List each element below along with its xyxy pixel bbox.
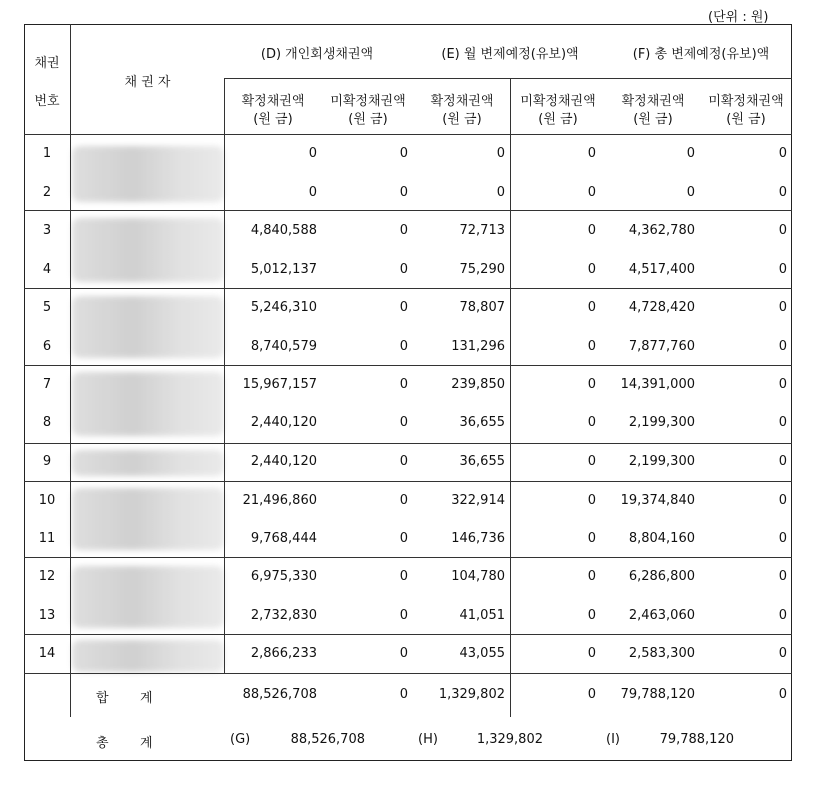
cell-f-unconfirmed: 0 (778, 262, 787, 277)
cell-f-unconfirmed: 0 (778, 415, 787, 430)
redacted-creditor-names (72, 566, 224, 628)
header-f-unconfirmed-principal: (원 금) (726, 112, 766, 127)
divider-header-bottom (24, 134, 792, 135)
redacted-creditor-names (72, 296, 224, 358)
redacted-creditor-names (72, 146, 224, 202)
cell-f-confirmed: 2,583,300 (628, 646, 695, 661)
cell-d-confirmed: 21,496,860 (242, 493, 317, 508)
cell-d-unconfirmed: 0 (399, 454, 408, 469)
cell-f-unconfirmed: 0 (778, 608, 787, 623)
redacted-creditor-names (72, 488, 224, 550)
cell-d-unconfirmed: 0 (399, 185, 408, 200)
total-g-value: 88,526,708 (290, 732, 365, 747)
divider-group (24, 634, 224, 635)
cell-f-unconfirmed: 0 (778, 185, 787, 200)
row-number: 3 (42, 223, 52, 238)
header-d-confirmed-principal: (원 금) (253, 112, 293, 127)
cell-f-unconfirmed: 0 (778, 300, 787, 315)
row-number: 13 (38, 608, 56, 623)
header-d-unconfirmed: 미확정채권액 (330, 94, 406, 109)
divider-group (224, 481, 792, 482)
row-number: 9 (42, 454, 52, 469)
redacted-creditor-names (72, 640, 224, 672)
cell-e-confirmed: 36,655 (459, 454, 505, 469)
cell-f-confirmed: 4,517,400 (628, 262, 695, 277)
total-g-label: (G) (230, 732, 251, 747)
header-group-f: (F) 총 변제예정(유보)액 (632, 47, 770, 62)
divider-group (224, 634, 792, 635)
redacted-creditor-names (72, 372, 224, 436)
cell-f-unconfirmed: 0 (778, 531, 787, 546)
header-creditor: 채 권 자 (124, 75, 171, 90)
redacted-creditor-names (72, 218, 224, 282)
cell-e-unconfirmed: 0 (587, 300, 596, 315)
subtotal-f-confirmed: 79,788,120 (620, 687, 695, 702)
cell-e-unconfirmed: 0 (587, 454, 596, 469)
cell-d-confirmed: 0 (308, 146, 317, 161)
divider-group (224, 210, 792, 211)
cell-d-unconfirmed: 0 (399, 646, 408, 661)
cell-f-unconfirmed: 0 (778, 377, 787, 392)
header-e-confirmed: 확정채권액 (430, 94, 494, 109)
cell-d-confirmed: 15,967,157 (242, 377, 317, 392)
subtotal-e-unconfirmed: 0 (587, 687, 596, 702)
cell-d-unconfirmed: 0 (399, 223, 408, 238)
cell-e-confirmed: 104,780 (451, 569, 505, 584)
cell-e-unconfirmed: 0 (587, 493, 596, 508)
row-number: 6 (42, 339, 52, 354)
total-label-b: 계 (140, 736, 153, 751)
header-d-confirmed: 확정채권액 (241, 94, 305, 109)
cell-e-confirmed: 322,914 (451, 493, 505, 508)
divider-col (224, 78, 225, 674)
cell-e-unconfirmed: 0 (587, 531, 596, 546)
total-h-value: 1,329,802 (476, 732, 543, 747)
cell-d-confirmed: 5,246,310 (250, 300, 317, 315)
header-d-unconfirmed-principal: (원 금) (348, 112, 388, 127)
cell-d-confirmed: 8,740,579 (250, 339, 317, 354)
divider-creditor-column (70, 24, 71, 717)
cell-f-confirmed: 4,362,780 (628, 223, 695, 238)
cell-d-confirmed: 9,768,444 (250, 531, 317, 546)
cell-f-unconfirmed: 0 (778, 454, 787, 469)
row-number: 14 (38, 646, 56, 661)
subtotal-d-confirmed: 88,526,708 (242, 687, 317, 702)
cell-f-confirmed: 0 (686, 185, 695, 200)
cell-d-confirmed: 2,440,120 (250, 454, 317, 469)
divider-group (24, 481, 224, 482)
cell-d-unconfirmed: 0 (399, 146, 408, 161)
cell-e-confirmed: 0 (496, 146, 505, 161)
cell-f-confirmed: 7,877,760 (628, 339, 695, 354)
cell-d-confirmed: 6,975,330 (250, 569, 317, 584)
cell-f-confirmed: 2,463,060 (628, 608, 695, 623)
cell-e-confirmed: 43,055 (459, 646, 505, 661)
cell-e-unconfirmed: 0 (587, 608, 596, 623)
header-no-bottom: 번호 (34, 94, 60, 109)
cell-e-unconfirmed: 0 (587, 569, 596, 584)
cell-e-confirmed: 72,713 (459, 223, 505, 238)
cell-d-unconfirmed: 0 (399, 493, 408, 508)
header-e-confirmed-principal: (원 금) (442, 112, 482, 127)
subtotal-f-unconfirmed: 0 (778, 687, 787, 702)
subtotal-e-confirmed: 1,329,802 (438, 687, 505, 702)
cell-f-unconfirmed: 0 (778, 223, 787, 238)
divider-header-middle (224, 78, 792, 79)
divider-group (24, 210, 224, 211)
row-number: 4 (42, 262, 52, 277)
cell-e-unconfirmed: 0 (587, 646, 596, 661)
header-group-d: (D) 개인회생채권액 (260, 47, 374, 62)
cell-e-unconfirmed: 0 (587, 377, 596, 392)
cell-d-unconfirmed: 0 (399, 377, 408, 392)
cell-f-confirmed: 2,199,300 (628, 415, 695, 430)
header-f-confirmed-principal: (원 금) (633, 112, 673, 127)
divider-group (224, 365, 792, 366)
cell-d-confirmed: 5,012,137 (250, 262, 317, 277)
cell-d-unconfirmed: 0 (399, 262, 408, 277)
total-label-a: 총 (96, 736, 109, 751)
total-i-value: 79,788,120 (659, 732, 734, 747)
cell-e-unconfirmed: 0 (587, 146, 596, 161)
cell-e-confirmed: 78,807 (459, 300, 505, 315)
cell-e-confirmed: 146,736 (451, 531, 505, 546)
redacted-creditor-names (72, 450, 224, 476)
cell-d-unconfirmed: 0 (399, 415, 408, 430)
header-e-unconfirmed-principal: (원 금) (538, 112, 578, 127)
header-f-unconfirmed: 미확정채권액 (708, 94, 784, 109)
cell-f-unconfirmed: 0 (778, 146, 787, 161)
row-number: 1 (42, 146, 52, 161)
total-i-label: (I) (606, 732, 620, 747)
cell-e-unconfirmed: 0 (587, 262, 596, 277)
cell-e-confirmed: 131,296 (451, 339, 505, 354)
divider-group (224, 443, 792, 444)
cell-f-confirmed: 19,374,840 (620, 493, 695, 508)
divider-group (224, 288, 792, 289)
header-group-e: (E) 월 변제예정(유보)액 (441, 47, 579, 62)
cell-e-confirmed: 239,850 (451, 377, 505, 392)
cell-d-unconfirmed: 0 (399, 339, 408, 354)
subtotal-label-b: 계 (140, 691, 153, 706)
cell-d-unconfirmed: 0 (399, 531, 408, 546)
cell-f-confirmed: 0 (686, 146, 695, 161)
cell-e-unconfirmed: 0 (587, 185, 596, 200)
row-number: 8 (42, 415, 52, 430)
cell-d-confirmed: 2,440,120 (250, 415, 317, 430)
cell-e-confirmed: 36,655 (459, 415, 505, 430)
divider-group (224, 557, 792, 558)
cell-d-unconfirmed: 0 (399, 569, 408, 584)
cell-f-confirmed: 14,391,000 (620, 377, 695, 392)
row-number: 2 (42, 185, 52, 200)
cell-d-confirmed: 2,732,830 (250, 608, 317, 623)
header-f-confirmed: 확정채권액 (621, 94, 685, 109)
cell-f-confirmed: 2,199,300 (628, 454, 695, 469)
cell-e-unconfirmed: 0 (587, 415, 596, 430)
row-number: 12 (38, 569, 56, 584)
divider-group (24, 288, 224, 289)
divider-group (24, 443, 224, 444)
cell-e-confirmed: 41,051 (459, 608, 505, 623)
cell-e-unconfirmed: 0 (587, 223, 596, 238)
divider-col (510, 78, 511, 717)
header-no-top: 채권 (34, 56, 60, 71)
cell-d-unconfirmed: 0 (399, 608, 408, 623)
subtotal-d-unconfirmed: 0 (399, 687, 408, 702)
cell-f-confirmed: 4,728,420 (628, 300, 695, 315)
cell-d-confirmed: 0 (308, 185, 317, 200)
total-h-label: (H) (418, 732, 438, 747)
cell-f-unconfirmed: 0 (778, 339, 787, 354)
row-number: 5 (42, 300, 52, 315)
cell-f-unconfirmed: 0 (778, 493, 787, 508)
cell-e-unconfirmed: 0 (587, 339, 596, 354)
row-number: 7 (42, 377, 52, 392)
row-number: 11 (38, 531, 56, 546)
cell-d-unconfirmed: 0 (399, 300, 408, 315)
divider-rows-end (224, 673, 792, 674)
cell-f-confirmed: 8,804,160 (628, 531, 695, 546)
cell-d-confirmed: 4,840,588 (250, 223, 317, 238)
header-e-unconfirmed: 미확정채권액 (520, 94, 596, 109)
divider-group (24, 557, 224, 558)
cell-f-confirmed: 6,286,800 (628, 569, 695, 584)
unit-label: (단위 : 원) (708, 10, 769, 25)
cell-f-unconfirmed: 0 (778, 646, 787, 661)
cell-e-confirmed: 75,290 (459, 262, 505, 277)
cell-e-confirmed: 0 (496, 185, 505, 200)
cell-d-confirmed: 2,866,233 (250, 646, 317, 661)
divider-group (24, 365, 224, 366)
divider-rows-end (24, 673, 224, 674)
subtotal-label-a: 합 (96, 691, 109, 706)
row-number: 10 (38, 493, 56, 508)
cell-f-unconfirmed: 0 (778, 569, 787, 584)
